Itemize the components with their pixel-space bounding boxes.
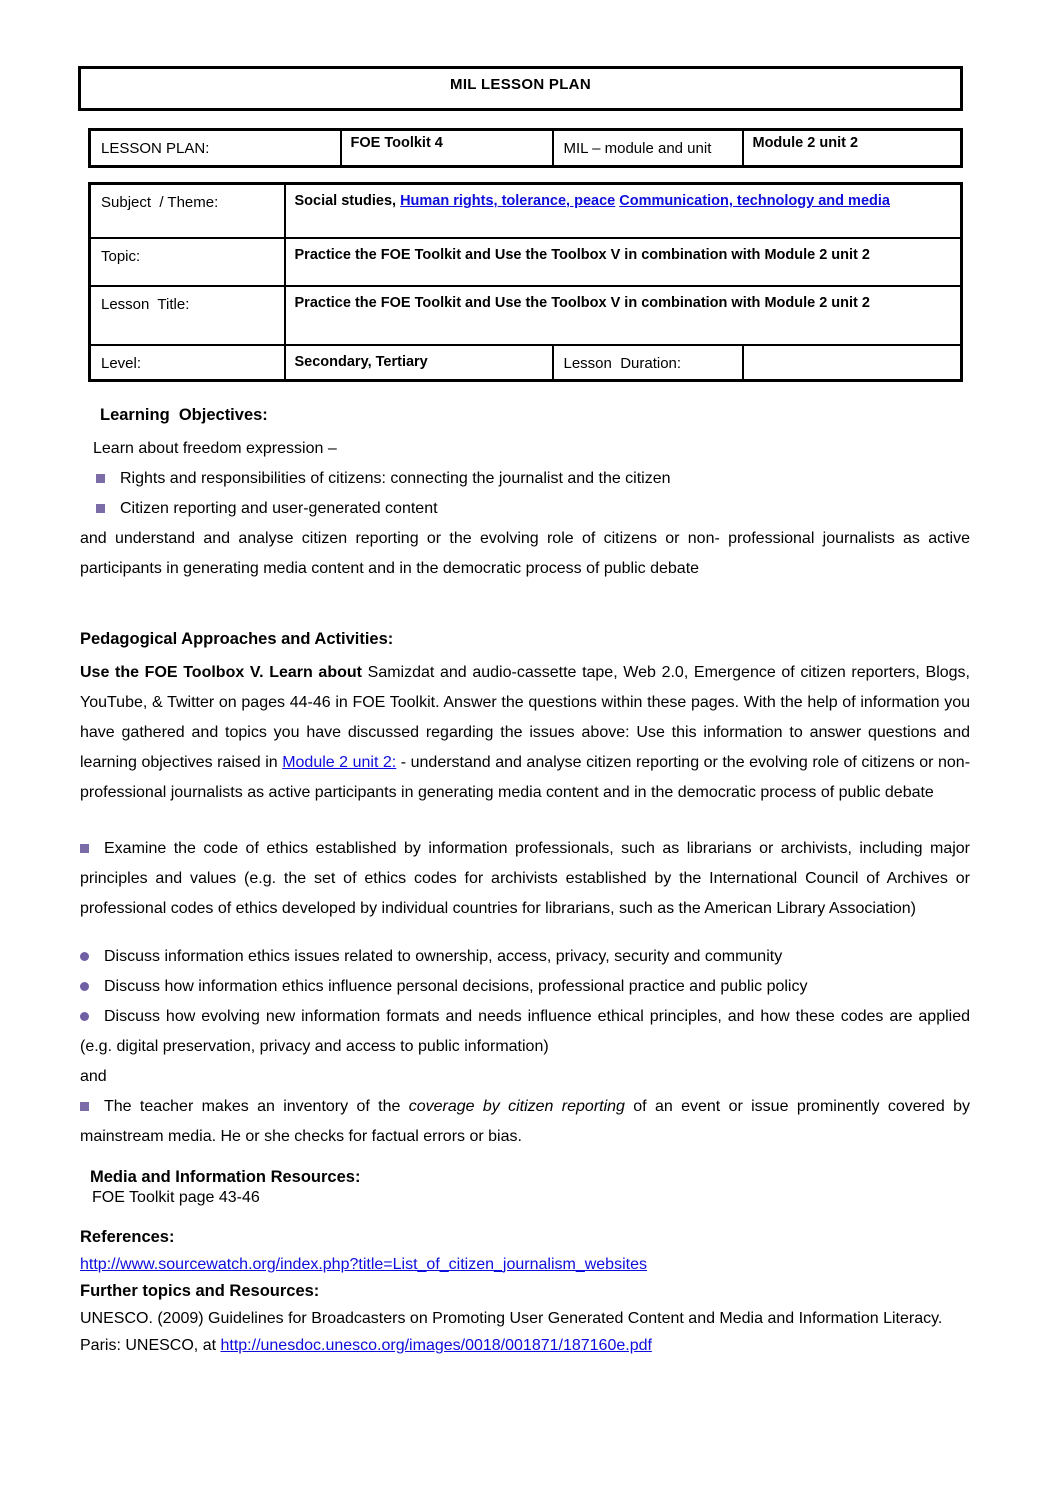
discussion-list — [80, 942, 970, 1152]
subject-link-human-rights[interactable]: Human rights, tolerance, peace — [400, 193, 616, 209]
sourcewatch-link[interactable]: http://www.sourcewatch.org/index.php?title=List_of_citizen_journalism_websites — [80, 1256, 647, 1273]
topic-value: Practice the FOE Toolkit and Use the Toolbox V in combination with Module 2 unit 2 — [285, 238, 962, 286]
lesson-title-row — [90, 286, 962, 345]
objective-bullet-text: Rights and responsibilities of citizens: connecting the journalist and the citizen — [120, 470, 671, 487]
pedagogical-heading: Pedagogical Approaches and Activities: — [80, 630, 394, 648]
teacher-inventory-paragraph — [80, 1092, 970, 1152]
subject-theme-label: Subject / Theme: — [90, 184, 285, 238]
lesson-duration-value — [743, 345, 962, 381]
subject-theme-text: Social studies, — [294, 193, 401, 209]
references-section — [80, 1224, 970, 1359]
document-title: MIL LESSON PLAN — [450, 76, 591, 93]
examine-ethics-text: Examine the code of ethics established by information professionals, such as librarians or archivists, including major principles and values (e.g. the set of ethics codes for archivists established by the International Council of Archives or professional codes of ethics developed by individual countries for librarians, such as the American Library Association) — [80, 840, 970, 917]
square-bullet-icon — [80, 1102, 89, 1111]
media-resources-heading: Media and Information Resources: — [90, 1168, 361, 1186]
topic-row — [90, 238, 962, 286]
lesson-title-label: Lesson Title: — [90, 286, 285, 345]
further-topics-paragraph — [80, 1305, 970, 1359]
lesson-plan-label: LESSON PLAN: — [90, 130, 341, 167]
document-title-box — [78, 66, 963, 111]
lesson-plan-row — [90, 130, 962, 167]
examine-ethics-paragraph — [80, 834, 970, 924]
foe-toolkit-value: FOE Toolkit 4 — [341, 130, 553, 167]
teacher-text: The teacher makes an inventory of the — [104, 1098, 409, 1115]
square-bullet-icon — [96, 504, 105, 513]
level-row — [90, 345, 962, 381]
subject-link-communication[interactable]: Communication, technology and media — [619, 193, 890, 209]
lesson-duration-label: Lesson Duration: — [553, 345, 743, 381]
module-unit-value: Module 2 unit 2 — [743, 130, 962, 167]
list-item — [80, 942, 970, 972]
module-2-unit-2-link[interactable]: Module 2 unit 2: — [282, 754, 397, 771]
discussion-bullet-text: Discuss how information ethics influence personal decisions, professional practice and public policy — [104, 978, 808, 995]
list-item — [96, 464, 970, 494]
learning-objectives-outro: and understand and analyse citizen reporting or the evolving role of citizens or non- professional journalists as active participants in generating media content and in the democratic process of public debate — [80, 530, 970, 577]
lesson-details-table — [88, 182, 963, 382]
document-body — [80, 380, 970, 1359]
learning-objectives-heading: Learning Objectives: — [100, 406, 268, 424]
topic-label: Topic: — [90, 238, 285, 286]
round-bullet-icon — [80, 1012, 89, 1021]
objective-bullet-text: Citizen reporting and user-generated content — [120, 500, 438, 517]
square-bullet-icon — [96, 474, 105, 483]
teacher-italic-text: coverage by citizen reporting — [408, 1098, 625, 1115]
unesdoc-link[interactable]: http://unesdoc.unesco.org/images/0018/001871/187160e.pdf — [220, 1337, 652, 1354]
further-topics-heading: Further topics and Resources: — [80, 1282, 320, 1300]
square-bullet-icon — [80, 844, 89, 853]
round-bullet-icon — [80, 952, 89, 961]
media-resources-value: FOE Toolkit page 43-46 — [92, 1189, 260, 1206]
lesson-plan-table — [88, 128, 963, 168]
list-item — [80, 1002, 970, 1062]
discussion-bullet-text: Discuss information ethics issues related to ownership, access, privacy, security and community — [104, 948, 783, 965]
learning-objectives-intro: Learn about freedom expression – — [93, 440, 337, 457]
pedagogical-text-after: - understand and analyse citizen reporting or the evolving role of citizens or non- professional journalists as active participants in generating media content and in the democratic process of public debate — [80, 754, 971, 801]
mil-module-unit-label: MIL – module and unit — [553, 130, 743, 167]
round-bullet-icon — [80, 982, 89, 991]
pedagogical-bold-lead: Use the FOE Toolbox V. Learn about — [80, 664, 368, 681]
pedagogical-text: Samizdat and audio-cassette tape, Web 2.0, Emergence of citizen reporters, Blogs, YouTube, & Twitter on pages 44-46 in FOE Toolkit. Answer the questions within these pages. With the help of information you have gathered and topics you have discussed regarding the issues above: Use this information to answer questions and learning objectives raised in — [80, 664, 970, 771]
references-heading: References: — [80, 1228, 175, 1246]
media-resources-section — [80, 1166, 970, 1208]
level-label: Level: — [90, 345, 285, 381]
subject-theme-value — [285, 184, 962, 238]
level-value: Secondary, Tertiary — [285, 345, 553, 381]
unesco-reference-text: UNESCO. (2009) Guidelines for Broadcasters on Promoting User Generated Content and Media and Information Literacy. Paris: UNESCO, at — [80, 1310, 943, 1354]
lesson-title-value: Practice the FOE Toolkit and Use the Toolbox V in combination with Module 2 unit 2 — [285, 286, 962, 345]
list-item — [80, 972, 970, 1002]
subject-theme-row — [90, 184, 962, 238]
references-link-line — [80, 1251, 970, 1278]
discussion-bullet-text: Discuss how evolving new information formats and needs influence ethical principles, and how these codes are applied (e.g. digital preservation, privacy and access to public information) — [80, 1008, 970, 1055]
and-connector-text: and — [80, 1068, 107, 1085]
pedagogical-paragraph — [80, 658, 970, 808]
list-item — [96, 494, 970, 524]
teacher-text-after: of an event or issue prominently covered by mainstream media. He or she checks for factual errors or bias. — [80, 1098, 971, 1145]
